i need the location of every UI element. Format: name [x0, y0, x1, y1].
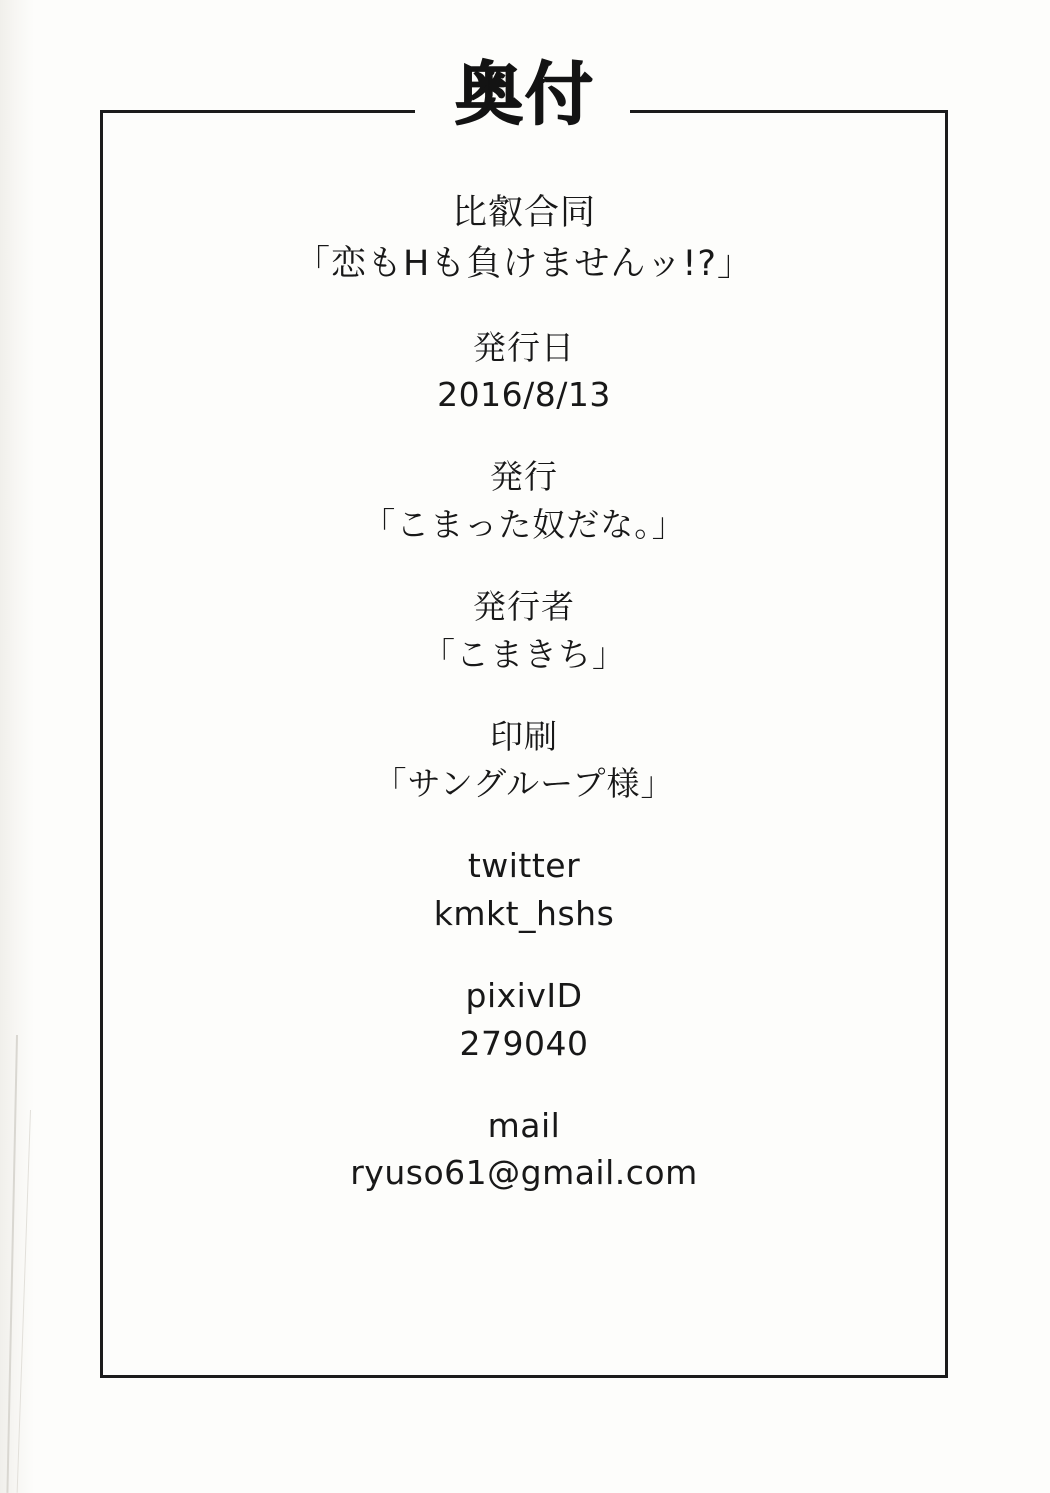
section-pixiv [100, 972, 948, 1068]
mail-label: mail [487, 1105, 561, 1145]
section-twitter [100, 842, 948, 938]
section-circle [100, 453, 948, 549]
printing-value: 「サングループ様」 [373, 764, 675, 804]
circle-value: 「こまった奴だな。」 [362, 505, 686, 545]
section-publication-date [100, 324, 948, 420]
publisher-value: 「こまきち」 [422, 634, 626, 674]
colophon-heading-wrap [0, 56, 1050, 135]
section-mail [100, 1102, 948, 1198]
section-work-title [100, 188, 948, 290]
twitter-handle: kmkt_hshs [433, 894, 615, 934]
colophon-content [100, 188, 948, 1231]
pixiv-id: 279040 [459, 1023, 589, 1063]
section-publisher [100, 583, 948, 679]
work-title-circle: 比叡合同 [451, 193, 596, 233]
publication-date-value: 2016/8/13 [437, 375, 611, 415]
printing-label: 印刷 [490, 716, 558, 756]
scan-edge-shadow [0, 0, 34, 1493]
work-title-name: 「恋もHも負けませんッ!?」 [295, 243, 753, 284]
twitter-label: twitter [467, 846, 581, 886]
publisher-label: 発行者 [473, 586, 575, 626]
section-printing [100, 713, 948, 809]
circle-label: 発行 [490, 457, 558, 497]
publication-date-label: 発行日 [473, 327, 575, 367]
page-title: 奥付 [454, 56, 595, 135]
mail-address: ryuso61@gmail.com [350, 1153, 698, 1193]
pixiv-label: pixivID [465, 975, 583, 1015]
